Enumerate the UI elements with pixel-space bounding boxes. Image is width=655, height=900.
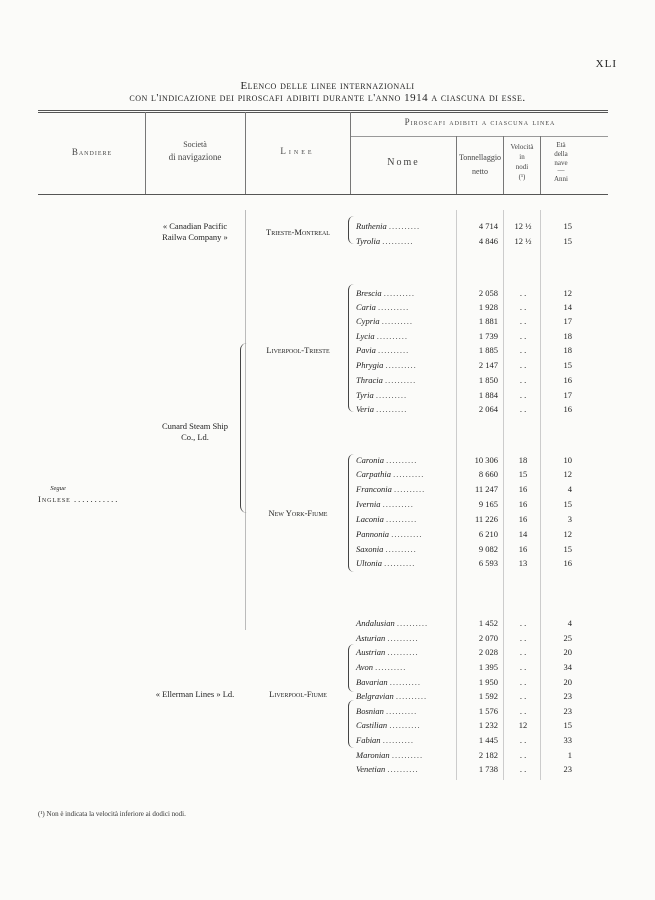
ship-name-text: Laconia — [356, 514, 384, 524]
company-cpr-1: « Canadian Pacific — [162, 221, 228, 231]
leader-dots: .......... — [385, 375, 417, 385]
line-trieste-montreal: Trieste-Montreal — [266, 227, 330, 237]
ship-age: 15 — [563, 236, 572, 246]
ship-name-text: Brescia — [356, 288, 382, 298]
ship-name-text: Austrian — [356, 647, 386, 657]
page-title: Elenco delle linee internazionali — [240, 80, 415, 92]
ship-speed: 13 — [518, 558, 528, 568]
line-liverpool-fiume: Liverpool-Fiume — [269, 689, 327, 699]
ship-age: 20 — [563, 677, 572, 687]
ship-age: 4 — [567, 618, 572, 628]
header-bandiere: Bandiere — [71, 147, 113, 157]
ship-name — [356, 288, 456, 298]
ship-name-text: Maronian — [356, 750, 390, 760]
header-societa-2: di navigazione — [168, 152, 222, 162]
header-note-ref: (¹) — [518, 173, 526, 181]
leader-dots: .......... — [383, 288, 416, 298]
ship-name — [356, 221, 456, 231]
ship-speed: 16 — [518, 544, 528, 554]
ship-name-text: Caria — [356, 302, 376, 312]
ship-age: 25 — [563, 633, 572, 643]
ship-tonnage: 11 247 — [474, 484, 498, 494]
header-sub-rule — [350, 136, 608, 137]
ship-name — [356, 544, 456, 554]
ship-tonnage: 1 576 — [478, 706, 498, 716]
ship-name-text: Ruthenia — [356, 221, 387, 231]
ship-name — [356, 706, 456, 716]
leader-dots: .......... — [396, 618, 429, 628]
ship-name-text: Carpathia — [356, 469, 391, 479]
ship-age: 12 — [563, 469, 572, 479]
leader-dots: .......... — [382, 735, 414, 745]
ship-tonnage: 1 739 — [478, 331, 498, 341]
ship-name-text: Thracia — [356, 375, 383, 385]
header-nome: Nome — [387, 157, 420, 168]
ship-age: 3 — [567, 514, 572, 524]
leader-dots: .......... — [375, 390, 408, 400]
ship-age: 15 — [563, 720, 572, 730]
ship-name — [356, 750, 456, 760]
header-linee: Linee — [280, 146, 315, 156]
leader-dots: .......... — [393, 469, 425, 479]
ship-age: 23 — [563, 691, 572, 701]
ship-name-text: Saxonia — [356, 544, 384, 554]
ship-tonnage: 1 452 — [478, 618, 498, 628]
header-nodi: nodi — [515, 163, 529, 171]
leader-dots: .......... — [387, 633, 419, 643]
leader-dots: .......... — [382, 236, 414, 246]
ship-speed: . . — [519, 360, 527, 370]
ship-name — [356, 764, 456, 774]
ship-tonnage: 4 714 — [478, 221, 498, 231]
leader-dots: .......... — [389, 677, 422, 687]
ship-name — [356, 720, 456, 730]
ship-speed: . . — [519, 735, 527, 745]
ship-age: 16 — [563, 375, 572, 385]
ship-age: 18 — [563, 331, 572, 341]
ship-tonnage: 1 885 — [478, 345, 498, 355]
ship-age: 17 — [563, 390, 572, 400]
ship-speed: 16 — [518, 484, 528, 494]
ship-speed: . . — [519, 390, 527, 400]
leader-dots: .......... — [385, 360, 417, 370]
ship-name-text: Belgravian — [356, 691, 394, 701]
ship-age: 33 — [563, 735, 572, 745]
ship-age: 10 — [563, 455, 572, 465]
ship-tonnage: 1 881 — [478, 316, 498, 326]
table-top-rule-2 — [38, 112, 608, 113]
header-dash: — — [557, 166, 565, 174]
ship-name — [356, 390, 456, 400]
col-divider — [456, 136, 457, 194]
ship-speed: 12 ½ — [514, 236, 532, 246]
ship-tonnage: 1 738 — [478, 764, 498, 774]
header-nave: nave — [554, 159, 568, 167]
header-in: in — [519, 153, 525, 161]
ship-age: 16 — [563, 558, 572, 568]
leader-dots: .......... — [391, 529, 423, 539]
ship-name-text: Venetian — [356, 764, 386, 774]
ship-tonnage: 1 592 — [478, 691, 498, 701]
ship-tonnage: 1 928 — [478, 302, 498, 312]
ship-speed: . . — [519, 375, 527, 385]
ship-speed: . . — [519, 404, 527, 414]
ship-age: 23 — [563, 764, 572, 774]
header-velocita: Velocità — [510, 143, 534, 151]
ship-name — [356, 558, 456, 568]
ship-age: 12 — [563, 288, 572, 298]
leader-dots: .......... — [382, 499, 414, 509]
ship-name — [356, 302, 456, 312]
ship-name-text: Cypria — [356, 316, 380, 326]
ship-name-text: Pannonia — [356, 529, 390, 539]
ship-name-text: Castilian — [356, 720, 388, 730]
leader-dots: .......... — [395, 691, 428, 701]
ship-tonnage: 6 593 — [478, 558, 498, 568]
ship-name — [356, 331, 456, 341]
ship-speed: 18 — [518, 455, 528, 465]
ship-speed: . . — [519, 750, 527, 760]
ship-name-text: Veria — [356, 404, 374, 414]
ship-name — [356, 529, 456, 539]
ship-name-text: Bosnian — [356, 706, 384, 716]
ship-age: 34 — [563, 662, 572, 672]
company-cunard-2: Co., Ld. — [181, 432, 209, 442]
ship-tonnage: 10 306 — [474, 455, 498, 465]
ship-speed: 15 — [518, 469, 528, 479]
ship-name — [356, 499, 456, 509]
leader-dots: .......... — [375, 662, 407, 672]
ship-name — [356, 404, 456, 414]
col-divider — [540, 210, 541, 780]
ship-name — [356, 345, 456, 355]
ship-tonnage: 2 147 — [478, 360, 498, 370]
ship-name-text: Bavarian — [356, 677, 388, 687]
ship-tonnage: 1 884 — [478, 390, 498, 400]
header-tonnellaggio: Tonnellaggio — [458, 153, 502, 162]
ship-tonnage: 2 064 — [478, 404, 498, 414]
leader-dots: .......... — [389, 720, 421, 730]
flag-continued: Segue — [50, 485, 66, 492]
header-piroscafi: Piroscafi adibiti a ciascuna linea — [404, 117, 556, 127]
ship-name — [356, 514, 456, 524]
ship-tonnage: 1 950 — [478, 677, 498, 687]
brace — [348, 454, 354, 572]
ship-tonnage: 1 232 — [478, 720, 498, 730]
brace — [348, 284, 354, 412]
leader-dots: .......... — [376, 331, 409, 341]
company-cpr-2: Railwa Company » — [162, 232, 228, 242]
header-eta: Età — [556, 141, 566, 149]
ship-age: 15 — [563, 360, 572, 370]
ship-speed: . . — [519, 764, 527, 774]
ship-speed: . . — [519, 647, 527, 657]
ship-tonnage: 1 395 — [478, 662, 498, 672]
leader-dots: .......... — [387, 647, 419, 657]
leader-dots: .......... — [388, 221, 421, 231]
ship-name-text: Ivernia — [356, 499, 381, 509]
ship-age: 15 — [563, 221, 572, 231]
ship-age: 15 — [563, 544, 572, 554]
leader-dots: .......... — [394, 484, 426, 494]
ship-age: 15 — [563, 499, 572, 509]
company-cunard-1: Cunard Steam Ship — [161, 421, 229, 431]
page-subtitle: con l'indicazione dei piroscafi adibiti durante l'anno 1914 a ciascuna di esse. — [129, 92, 526, 104]
ship-name — [356, 647, 456, 657]
leader-dots: .......... — [386, 706, 418, 716]
table-top-rule — [38, 110, 608, 111]
ship-speed: . . — [519, 618, 527, 628]
ship-speed: . . — [519, 345, 527, 355]
ship-name — [356, 360, 456, 370]
ship-speed: . . — [519, 691, 527, 701]
ship-name-text: Avon — [356, 662, 373, 672]
ship-tonnage: 2 058 — [478, 288, 498, 298]
line-liverpool-trieste: Liverpool-Trieste — [266, 345, 330, 355]
leader-dots: .......... — [381, 316, 413, 326]
ship-name — [356, 484, 456, 494]
leader-dots: .......... — [387, 764, 419, 774]
leader-dots: .......... — [386, 455, 418, 465]
flag-name: Inglese ........... — [38, 494, 120, 504]
ship-tonnage: 2 028 — [478, 647, 498, 657]
ship-speed: 12 — [518, 720, 528, 730]
ship-age: 4 — [567, 484, 572, 494]
ship-tonnage: 11 226 — [474, 514, 498, 524]
ship-name — [356, 735, 456, 745]
company-ellerman: « Ellerman Lines » Ld. — [155, 689, 235, 699]
leader-dots: .......... — [386, 514, 418, 524]
ship-name — [356, 633, 456, 643]
col-divider — [456, 210, 457, 780]
col-divider — [350, 112, 351, 194]
ship-speed: 16 — [518, 499, 528, 509]
ship-tonnage: 6 210 — [478, 529, 498, 539]
ship-age: 23 — [563, 706, 572, 716]
header-anni: Anni — [554, 175, 568, 183]
ship-speed: 12 ½ — [514, 221, 532, 231]
ship-speed: . . — [519, 662, 527, 672]
ship-age: 17 — [563, 316, 572, 326]
ship-age: 16 — [563, 404, 572, 414]
company-brace — [240, 343, 247, 513]
leader-dots: .......... — [385, 544, 417, 554]
ship-name — [356, 618, 456, 628]
ship-name — [356, 662, 456, 672]
ship-speed: . . — [519, 677, 527, 687]
ship-speed: . . — [519, 302, 527, 312]
ship-tonnage: 9 082 — [478, 544, 498, 554]
ship-name — [356, 469, 456, 479]
header-bottom-rule — [38, 194, 608, 195]
ship-name-text: Andalusian — [356, 618, 395, 628]
ship-name-text: Lycia — [356, 331, 375, 341]
leader-dots: .......... — [377, 345, 410, 355]
ship-tonnage: 1 850 — [478, 375, 498, 385]
ship-name — [356, 316, 456, 326]
col-divider — [503, 210, 504, 780]
ship-tonnage: 4 846 — [478, 236, 498, 246]
ship-tonnage: 2 070 — [478, 633, 498, 643]
ship-name-text: Tyria — [356, 390, 374, 400]
brace — [348, 644, 354, 692]
ship-name — [356, 691, 456, 701]
header-societa-1: Società — [183, 140, 207, 149]
ship-tonnage: 2 182 — [478, 750, 498, 760]
leader-dots: .......... — [391, 750, 424, 760]
ship-name-text: Ultonia — [356, 558, 382, 568]
ship-speed: . . — [519, 288, 527, 298]
brace — [348, 216, 354, 244]
ship-age: 12 — [563, 529, 572, 539]
ship-name — [356, 375, 456, 385]
brace — [348, 700, 354, 748]
ship-name — [356, 236, 456, 246]
leader-dots: .......... — [376, 404, 408, 414]
ship-name-text: Pavia — [356, 345, 376, 355]
line-new-york-fiume: New York-Fiume — [268, 508, 328, 518]
ship-speed: . . — [519, 706, 527, 716]
ship-speed: . . — [519, 316, 527, 326]
leader-dots: .......... — [377, 302, 410, 312]
ship-speed: . . — [519, 331, 527, 341]
ship-name — [356, 677, 456, 687]
header-della: della — [554, 150, 568, 158]
ship-speed: . . — [519, 633, 527, 643]
ship-speed: 14 — [518, 529, 528, 539]
header-netto: netto — [472, 167, 488, 176]
ship-name-text: Asturian — [356, 633, 386, 643]
ship-speed: 16 — [518, 514, 528, 524]
ship-age: 18 — [563, 345, 572, 355]
ship-tonnage: 9 165 — [478, 499, 498, 509]
ship-name — [356, 455, 456, 465]
ship-name-text: Phrygia — [356, 360, 384, 370]
ship-tonnage: 1 445 — [478, 735, 498, 745]
ship-name-text: Fabian — [356, 735, 381, 745]
ship-age: 14 — [563, 302, 572, 312]
ship-age: 1 — [567, 750, 572, 760]
ship-name-text: Tyrolia — [356, 236, 381, 246]
leader-dots: .......... — [384, 558, 416, 568]
ship-name-text: Franconia — [356, 484, 392, 494]
ship-tonnage: 8 660 — [478, 469, 498, 479]
ship-name-text: Caronia — [356, 455, 385, 465]
page-number: XLI — [595, 58, 617, 70]
footnote: (¹) Non è indicata la velocità inferiore ai dodici nodi. — [38, 810, 186, 818]
ship-age: 20 — [563, 647, 572, 657]
